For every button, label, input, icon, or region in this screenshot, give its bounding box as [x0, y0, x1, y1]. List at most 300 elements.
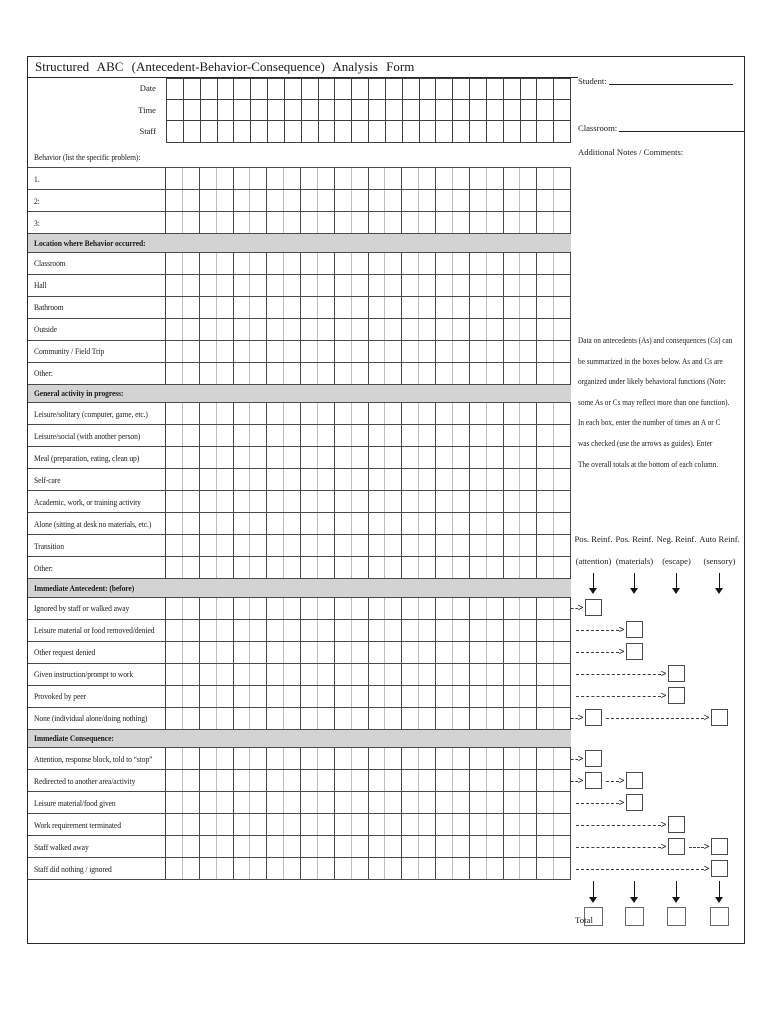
grid-cell[interactable]: [419, 190, 436, 211]
date-grid-cell[interactable]: [386, 79, 403, 99]
grid-cell[interactable]: [453, 642, 470, 663]
time-grid-cell[interactable]: [521, 100, 538, 121]
grid-cell[interactable]: [267, 708, 284, 729]
grid-cell[interactable]: [166, 535, 183, 556]
grid-cell[interactable]: [284, 686, 301, 707]
grid-cell[interactable]: [419, 425, 436, 446]
grid-cell[interactable]: [301, 770, 318, 791]
grid-cell[interactable]: [217, 664, 234, 685]
grid-cell[interactable]: [453, 491, 470, 512]
time-grid-cell[interactable]: [420, 100, 437, 121]
grid-cell[interactable]: [200, 620, 217, 641]
grid-cell[interactable]: [385, 275, 402, 296]
grid-cell[interactable]: [453, 297, 470, 318]
staff-grid-cell[interactable]: [268, 121, 285, 142]
grid-cell[interactable]: [537, 212, 554, 233]
grid-cell[interactable]: [352, 319, 369, 340]
grid-cell[interactable]: [217, 708, 234, 729]
grid-cell[interactable]: [301, 403, 318, 424]
grid-cell[interactable]: [284, 212, 301, 233]
grid-cell[interactable]: [284, 469, 301, 490]
grid-cell[interactable]: [554, 792, 571, 813]
grid-cell[interactable]: [183, 425, 200, 446]
grid-cell[interactable]: [453, 557, 470, 578]
grid-cell[interactable]: [200, 253, 217, 274]
grid-cell[interactable]: [436, 686, 453, 707]
grid-cell[interactable]: [267, 297, 284, 318]
grid-cell[interactable]: [352, 341, 369, 362]
grid-cell[interactable]: [453, 403, 470, 424]
grid-cell[interactable]: [301, 513, 318, 534]
grid-cell[interactable]: [520, 297, 537, 318]
grid-cell[interactable]: [166, 620, 183, 641]
grid-cell[interactable]: [537, 491, 554, 512]
date-grid-cell[interactable]: [487, 79, 504, 99]
grid-cell[interactable]: [267, 557, 284, 578]
grid-cell[interactable]: [369, 620, 386, 641]
grid-cell[interactable]: [301, 836, 318, 857]
grid-cell[interactable]: [200, 598, 217, 619]
grid-cell[interactable]: [504, 363, 521, 384]
grid-cell[interactable]: [166, 341, 183, 362]
grid-cell[interactable]: [166, 168, 183, 189]
time-grid-cell[interactable]: [302, 100, 319, 121]
time-grid-cell[interactable]: [167, 100, 184, 121]
grid-cell[interactable]: [520, 620, 537, 641]
grid-cell[interactable]: [284, 557, 301, 578]
summary-box-col3[interactable]: [668, 838, 685, 855]
grid-cell[interactable]: [301, 642, 318, 663]
grid-cell[interactable]: [537, 469, 554, 490]
staff-grid-cell[interactable]: [403, 121, 420, 142]
grid-cell[interactable]: [402, 708, 419, 729]
grid-cell[interactable]: [369, 557, 386, 578]
grid-cell[interactable]: [183, 297, 200, 318]
grid-cell[interactable]: [537, 858, 554, 879]
grid-cell[interactable]: [250, 190, 267, 211]
grid-cell[interactable]: [250, 513, 267, 534]
grid-cell[interactable]: [301, 168, 318, 189]
grid-cell[interactable]: [200, 770, 217, 791]
grid-cell[interactable]: [487, 253, 504, 274]
grid-cell[interactable]: [335, 858, 352, 879]
grid-cell[interactable]: [487, 513, 504, 534]
grid-cell[interactable]: [453, 814, 470, 835]
grid-cell[interactable]: [537, 513, 554, 534]
grid-cell[interactable]: [419, 341, 436, 362]
grid-cell[interactable]: [166, 297, 183, 318]
grid-cell[interactable]: [419, 770, 436, 791]
grid-cell[interactable]: [419, 469, 436, 490]
grid-cell[interactable]: [402, 642, 419, 663]
grid-cell[interactable]: [453, 341, 470, 362]
grid-cell[interactable]: [369, 275, 386, 296]
grid-cell[interactable]: [504, 469, 521, 490]
grid-cell[interactable]: [487, 836, 504, 857]
grid-cell[interactable]: [166, 275, 183, 296]
grid-cell[interactable]: [284, 403, 301, 424]
grid-cell[interactable]: [250, 275, 267, 296]
grid-cell[interactable]: [352, 363, 369, 384]
grid-cell[interactable]: [250, 748, 267, 769]
grid-cell[interactable]: [217, 598, 234, 619]
grid-cell[interactable]: [436, 836, 453, 857]
grid-cell[interactable]: [520, 403, 537, 424]
staff-grid-cell[interactable]: [335, 121, 352, 142]
grid-cell[interactable]: [385, 363, 402, 384]
grid-cell[interactable]: [335, 425, 352, 446]
grid-cell[interactable]: [318, 425, 335, 446]
grid-cell[interactable]: [267, 598, 284, 619]
grid-cell[interactable]: [554, 535, 571, 556]
grid-cell[interactable]: [284, 190, 301, 211]
grid-cell[interactable]: [217, 447, 234, 468]
grid-cell[interactable]: [554, 403, 571, 424]
grid-cell[interactable]: [301, 319, 318, 340]
grid-cell[interactable]: [166, 598, 183, 619]
grid-cell[interactable]: [537, 814, 554, 835]
grid-cell[interactable]: [470, 513, 487, 534]
grid-cell[interactable]: [504, 341, 521, 362]
grid-cell[interactable]: [183, 792, 200, 813]
grid-cell[interactable]: [554, 642, 571, 663]
grid-cell[interactable]: [453, 748, 470, 769]
grid-cell[interactable]: [234, 491, 251, 512]
grid-cell[interactable]: [453, 792, 470, 813]
grid-cell[interactable]: [183, 748, 200, 769]
grid-cell[interactable]: [217, 491, 234, 512]
grid-cell[interactable]: [470, 297, 487, 318]
staff-grid-cell[interactable]: [352, 121, 369, 142]
date-grid-cell[interactable]: [470, 79, 487, 99]
grid-cell[interactable]: [453, 836, 470, 857]
grid-cell[interactable]: [183, 513, 200, 534]
grid-cell[interactable]: [554, 664, 571, 685]
grid-cell[interactable]: [234, 858, 251, 879]
grid-cell[interactable]: [217, 748, 234, 769]
grid-cell[interactable]: [470, 708, 487, 729]
grid-cell[interactable]: [284, 491, 301, 512]
grid-cell[interactable]: [369, 770, 386, 791]
date-grid-cell[interactable]: [319, 79, 336, 99]
grid-cell[interactable]: [436, 557, 453, 578]
grid-cell[interactable]: [352, 168, 369, 189]
grid-cell[interactable]: [234, 770, 251, 791]
grid-cell[interactable]: [419, 598, 436, 619]
grid-cell[interactable]: [200, 748, 217, 769]
grid-cell[interactable]: [318, 664, 335, 685]
grid-cell[interactable]: [284, 297, 301, 318]
grid-cell[interactable]: [250, 642, 267, 663]
grid-cell[interactable]: [470, 792, 487, 813]
grid-cell[interactable]: [436, 297, 453, 318]
grid-cell[interactable]: [537, 425, 554, 446]
grid-cell[interactable]: [284, 792, 301, 813]
grid-cell[interactable]: [217, 770, 234, 791]
grid-cell[interactable]: [537, 664, 554, 685]
grid-cell[interactable]: [487, 447, 504, 468]
grid-cell[interactable]: [183, 403, 200, 424]
grid-cell[interactable]: [217, 535, 234, 556]
grid-cell[interactable]: [183, 319, 200, 340]
grid-cell[interactable]: [335, 469, 352, 490]
grid-cell[interactable]: [402, 620, 419, 641]
grid-cell[interactable]: [385, 212, 402, 233]
grid-cell[interactable]: [470, 425, 487, 446]
grid-cell[interactable]: [419, 363, 436, 384]
staff-grid-cell[interactable]: [554, 121, 571, 142]
summary-box-col2[interactable]: [626, 643, 643, 660]
grid-cell[interactable]: [385, 319, 402, 340]
total-box-col4[interactable]: [710, 907, 729, 926]
grid-cell[interactable]: [217, 363, 234, 384]
grid-cell[interactable]: [318, 447, 335, 468]
grid-cell[interactable]: [419, 858, 436, 879]
staff-grid-cell[interactable]: [184, 121, 201, 142]
grid-cell[interactable]: [470, 535, 487, 556]
grid-cell[interactable]: [385, 190, 402, 211]
grid-cell[interactable]: [267, 168, 284, 189]
grid-cell[interactable]: [369, 598, 386, 619]
grid-cell[interactable]: [250, 836, 267, 857]
grid-cell[interactable]: [335, 664, 352, 685]
grid-cell[interactable]: [487, 212, 504, 233]
grid-cell[interactable]: [419, 297, 436, 318]
grid-cell[interactable]: [217, 792, 234, 813]
staff-grid-cell[interactable]: [521, 121, 538, 142]
grid-cell[interactable]: [436, 708, 453, 729]
grid-cell[interactable]: [520, 513, 537, 534]
grid-cell[interactable]: [385, 513, 402, 534]
grid-cell[interactable]: [470, 253, 487, 274]
time-grid-cell[interactable]: [285, 100, 302, 121]
grid-cell[interactable]: [335, 792, 352, 813]
summary-box-col3[interactable]: [668, 687, 685, 704]
grid-cell[interactable]: [166, 858, 183, 879]
grid-cell[interactable]: [504, 513, 521, 534]
date-grid-cell[interactable]: [167, 79, 184, 99]
grid-cell[interactable]: [385, 748, 402, 769]
grid-cell[interactable]: [250, 363, 267, 384]
grid-cell[interactable]: [267, 535, 284, 556]
staff-grid-cell[interactable]: [369, 121, 386, 142]
grid-cell[interactable]: [234, 748, 251, 769]
grid-cell[interactable]: [183, 168, 200, 189]
date-grid-cell[interactable]: [554, 79, 571, 99]
grid-cell[interactable]: [436, 513, 453, 534]
grid-cell[interactable]: [250, 557, 267, 578]
grid-cell[interactable]: [504, 708, 521, 729]
grid-cell[interactable]: [487, 686, 504, 707]
grid-cell[interactable]: [419, 664, 436, 685]
grid-cell[interactable]: [385, 447, 402, 468]
grid-cell[interactable]: [487, 297, 504, 318]
grid-cell[interactable]: [166, 253, 183, 274]
grid-cell[interactable]: [554, 770, 571, 791]
grid-cell[interactable]: [267, 858, 284, 879]
grid-cell[interactable]: [183, 814, 200, 835]
grid-cell[interactable]: [470, 319, 487, 340]
grid-cell[interactable]: [554, 748, 571, 769]
grid-cell[interactable]: [200, 469, 217, 490]
grid-cell[interactable]: [234, 836, 251, 857]
date-grid-cell[interactable]: [521, 79, 538, 99]
grid-cell[interactable]: [267, 792, 284, 813]
grid-cell[interactable]: [318, 708, 335, 729]
grid-cell[interactable]: [470, 557, 487, 578]
grid-cell[interactable]: [470, 770, 487, 791]
grid-cell[interactable]: [520, 253, 537, 274]
time-grid-cell[interactable]: [554, 100, 571, 121]
grid-cell[interactable]: [402, 363, 419, 384]
grid-cell[interactable]: [369, 664, 386, 685]
grid-cell[interactable]: [470, 686, 487, 707]
grid-cell[interactable]: [234, 513, 251, 534]
grid-cell[interactable]: [352, 535, 369, 556]
grid-cell[interactable]: [537, 190, 554, 211]
staff-grid-cell[interactable]: [487, 121, 504, 142]
grid-cell[interactable]: [318, 836, 335, 857]
grid-cell[interactable]: [487, 814, 504, 835]
grid-cell[interactable]: [234, 620, 251, 641]
time-grid-cell[interactable]: [201, 100, 218, 121]
grid-cell[interactable]: [402, 190, 419, 211]
grid-cell[interactable]: [537, 836, 554, 857]
grid-cell[interactable]: [166, 836, 183, 857]
grid-cell[interactable]: [537, 686, 554, 707]
grid-cell[interactable]: [470, 469, 487, 490]
grid-cell[interactable]: [301, 748, 318, 769]
grid-cell[interactable]: [436, 425, 453, 446]
grid-cell[interactable]: [520, 664, 537, 685]
grid-cell[interactable]: [250, 425, 267, 446]
grid-cell[interactable]: [385, 297, 402, 318]
grid-cell[interactable]: [234, 447, 251, 468]
grid-cell[interactable]: [284, 425, 301, 446]
grid-cell[interactable]: [537, 363, 554, 384]
grid-cell[interactable]: [335, 168, 352, 189]
grid-cell[interactable]: [234, 168, 251, 189]
grid-cell[interactable]: [520, 708, 537, 729]
grid-cell[interactable]: [470, 858, 487, 879]
grid-cell[interactable]: [267, 469, 284, 490]
grid-cell[interactable]: [234, 319, 251, 340]
grid-cell[interactable]: [504, 664, 521, 685]
grid-cell[interactable]: [234, 363, 251, 384]
grid-cell[interactable]: [436, 620, 453, 641]
grid-cell[interactable]: [504, 620, 521, 641]
grid-cell[interactable]: [436, 275, 453, 296]
grid-cell[interactable]: [301, 363, 318, 384]
date-grid-cell[interactable]: [335, 79, 352, 99]
grid-cell[interactable]: [200, 212, 217, 233]
grid-cell[interactable]: [504, 253, 521, 274]
grid-cell[interactable]: [352, 748, 369, 769]
grid-cell[interactable]: [301, 275, 318, 296]
grid-cell[interactable]: [250, 491, 267, 512]
grid-cell[interactable]: [166, 792, 183, 813]
summary-box-col4[interactable]: [711, 709, 728, 726]
grid-cell[interactable]: [284, 253, 301, 274]
grid-cell[interactable]: [284, 168, 301, 189]
time-grid-cell[interactable]: [184, 100, 201, 121]
grid-cell[interactable]: [520, 858, 537, 879]
grid-cell[interactable]: [166, 447, 183, 468]
grid-cell[interactable]: [234, 275, 251, 296]
grid-cell[interactable]: [504, 297, 521, 318]
grid-cell[interactable]: [234, 403, 251, 424]
student-input-line[interactable]: [609, 76, 733, 85]
grid-cell[interactable]: [284, 814, 301, 835]
grid-cell[interactable]: [402, 836, 419, 857]
grid-cell[interactable]: [436, 168, 453, 189]
grid-cell[interactable]: [335, 190, 352, 211]
grid-cell[interactable]: [200, 686, 217, 707]
grid-cell[interactable]: [318, 620, 335, 641]
grid-cell[interactable]: [267, 686, 284, 707]
grid-cell[interactable]: [470, 836, 487, 857]
grid-cell[interactable]: [267, 190, 284, 211]
grid-cell[interactable]: [267, 425, 284, 446]
grid-cell[interactable]: [318, 686, 335, 707]
grid-cell[interactable]: [267, 403, 284, 424]
grid-cell[interactable]: [537, 447, 554, 468]
grid-cell[interactable]: [504, 403, 521, 424]
grid-cell[interactable]: [520, 686, 537, 707]
grid-cell[interactable]: [385, 708, 402, 729]
summary-box-col1[interactable]: [585, 750, 602, 767]
grid-cell[interactable]: [200, 858, 217, 879]
date-grid-cell[interactable]: [184, 79, 201, 99]
grid-cell[interactable]: [419, 319, 436, 340]
grid-cell[interactable]: [352, 642, 369, 663]
grid-cell[interactable]: [267, 513, 284, 534]
grid-cell[interactable]: [537, 748, 554, 769]
grid-cell[interactable]: [352, 491, 369, 512]
grid-cell[interactable]: [217, 403, 234, 424]
grid-cell[interactable]: [183, 708, 200, 729]
grid-cell[interactable]: [318, 792, 335, 813]
grid-cell[interactable]: [402, 664, 419, 685]
grid-cell[interactable]: [554, 469, 571, 490]
grid-cell[interactable]: [470, 341, 487, 362]
grid-cell[interactable]: [250, 535, 267, 556]
grid-cell[interactable]: [352, 664, 369, 685]
grid-cell[interactable]: [520, 770, 537, 791]
grid-cell[interactable]: [487, 403, 504, 424]
grid-cell[interactable]: [217, 253, 234, 274]
grid-cell[interactable]: [352, 836, 369, 857]
grid-cell[interactable]: [504, 836, 521, 857]
grid-cell[interactable]: [369, 814, 386, 835]
grid-cell[interactable]: [385, 557, 402, 578]
grid-cell[interactable]: [301, 858, 318, 879]
grid-cell[interactable]: [335, 319, 352, 340]
grid-cell[interactable]: [402, 792, 419, 813]
grid-cell[interactable]: [520, 792, 537, 813]
grid-cell[interactable]: [166, 814, 183, 835]
grid-cell[interactable]: [436, 491, 453, 512]
grid-cell[interactable]: [453, 664, 470, 685]
grid-cell[interactable]: [419, 275, 436, 296]
grid-cell[interactable]: [284, 664, 301, 685]
grid-cell[interactable]: [335, 708, 352, 729]
grid-cell[interactable]: [301, 620, 318, 641]
grid-cell[interactable]: [318, 275, 335, 296]
grid-cell[interactable]: [284, 513, 301, 534]
grid-cell[interactable]: [504, 275, 521, 296]
grid-cell[interactable]: [487, 598, 504, 619]
